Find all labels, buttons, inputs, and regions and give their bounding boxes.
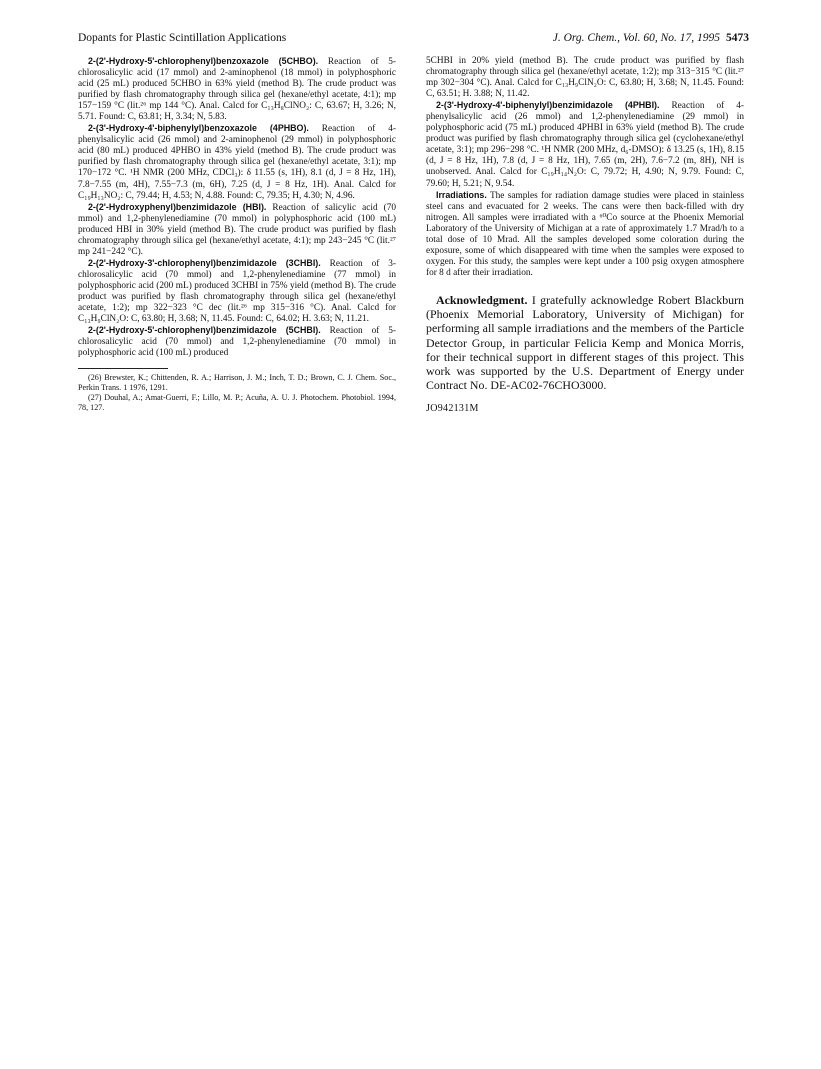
compound-text: Reaction of 4-phenylsalicylic acid (26 mmol) and 1,2-phenylenediamine (29 mmol) in polyphosphoric acid (75 mL) produced 4PHBI in 63% yield (method B). The crude product was purified by flash chromatography through silica gel (cyclohexane/ethyl acetate, 3:1); mp 296−298 °C. ¹H NMR (200 MHz, d₆-DMSO): δ 13.25 (s, 1H), 8.15 (d, J = 8 Hz, 1H), 7.8 (d, J = 8 Hz, 1H), 7.65 (m, 2H), 7.6−7.2 (m, 8H), NH is unobserved. Anal. Calcd for C₁₉H₁₄N₂O: C, 79.72; H, 4.90; N, 9.79. Found: C, 79.60; H, 5.21; N, 9.54. xyxy=(426,101,745,189)
section-text: The samples for radiation damage studies were placed in stainless steel cans and evacuated for 2 weeks. The cans were then back-filled with dry nitrogen. All samples were irradiated with a ⁶⁰Co source at the Phoenix Memorial Laboratory of the University of Michigan at a rate of approximately 1.7 Mrad/h to a total dose of 10 Mrad. All the samples developed some coloration during the exposure, some of which disappeared with time when the samples were exposed to oxygen. For this study, the samples were kept under a 100 psig oxygen atmosphere for 8 d after their irradiation. xyxy=(426,190,745,278)
compound-paragraph-4phbi xyxy=(426,100,744,189)
footnote-27: (27) Douhal, A.; Amat-Guerri, F.; Lillo, M. P.; Acuña, A. U. J. Photochem. Photobiol. 1994, 78, 127. xyxy=(78,393,396,413)
compound-text: Reaction of 4-phenylsalicylic acid (26 mmol) and 2-aminophenol (29 mmol) in polyphosphoric acid (80 mL) produced 4PHBO in 43% yield (method B). The crude product was purified by flash chromatography through silica gel (hexane/ethyl acetate, 3:1); mp 170−172 °C. ¹H NMR (200 MHz, CDCl₃): δ 11.55 (s, 1H), 8.1 (d, J = 8 Hz, 1H), 7.8−7.55 (m, 4H), 7.55−7.3 (m, 6H), 7.25 (d, J = 8 Hz, 1H). Anal. Calcd for C₁₉H₁₃NO₂: C, 79.44; H, 4.53; N, 4.88. Found: C, 79.35; H, 4.30; N, 4.96. xyxy=(78,124,396,201)
journal-citation xyxy=(553,30,749,46)
footnote-divider xyxy=(78,368,168,369)
running-head-title: Dopants for Plastic Scintillation Applications xyxy=(78,32,287,44)
compound-paragraph-4phbo xyxy=(78,123,396,201)
compound-text: Reaction of 3-chlorosalicylic acid (70 mmol) and 1,2-phenylenediamine (77 mmol) in polyphosphoric acid (200 mL) produced 3CHBI in 75% yield (method B). The crude product was purified by flash chromatography through silica gel (hexane/ethyl acetate, 1:2); mp 322−323 °C dec (lit.²⁶ mp 315−316 °C). Anal. Calcd for C₁₃H₉ClN₂O: C, 63.80; H, 3.68; N, 11.45. Found: C, 64.02; H. 3.63; N, 11.21. xyxy=(78,258,397,325)
footnote-26: (26) Brewster, K.; Chittenden, R. A.; Harrison, J. M.; Inch, T. D.; Brown, C. J. Chem. Soc., Perkin Trans. 1 1976, 1291. xyxy=(78,373,396,393)
compound-heading: 2-(2'-Hydroxy-5'-chlorophenyl)benzoxazole (5CHBO). xyxy=(88,56,319,66)
compound-paragraph-hbi xyxy=(78,202,396,258)
continued-paragraph: 5CHBI in 20% yield (method B). The crude product was purified by flash chromatography through silica gel (hexane/ethyl acetate, 1:2); mp 313−315 °C (lit.²⁷ mp 302−304 °C). Anal. Calcd for C₁₃H₉ClN₂O: C, 63.80; H, 3.68; N, 11.45. Found: C, 63.51; H. 3.88; N, 11.42. xyxy=(426,56,744,100)
journal-citation-text: J. Org. Chem., Vol. 60, No. 17, 1995 xyxy=(552,32,720,44)
right-column xyxy=(426,56,744,414)
compound-heading: 2-(2'-Hydroxy-3'-chlorophenyl)benzimidazole (3CHBI). xyxy=(88,257,321,268)
acknowledgment-heading: Acknowledgment. xyxy=(436,292,528,307)
compound-heading: 2-(3'-Hydroxy-4'-biphenylyl)benzimidazole (4PHBI). xyxy=(436,100,660,111)
compound-text: Reaction of salicylic acid (70 mmol) and 1,2-phenylenediamine (70 mmol) in polyphosphoric acid (100 mL) produced HBI in 30% yield (method B). The crude product was purified by flash chromatography through silica gel (hexane/ethyl acetate, 4:1); mp 243−245 °C (lit.²⁷ mp 241−242 °C). xyxy=(78,202,396,257)
compound-heading: 2-(2'-Hydroxyphenyl)benzimidazole (HBI). xyxy=(88,201,267,212)
compound-paragraph-3chbi xyxy=(78,258,396,325)
compound-paragraph-5chbo xyxy=(78,56,396,123)
compound-text: Reaction of 5-chlorosalicylic acid (17 mmol) and 2-aminophenol (18 mmol) in polyphosphoric acid (25 mL) produced 5CHBO in 63% yield (method B). The crude product was purified by flash chromatography through silica gel (hexane/ethyl acetate, 4:1); mp 157−159 °C (lit.²⁶ mp 144 °C). Anal. Calcd for C₁₃H₈ClNO₂: C, 63.67; H, 3.26; N, 5.71. Found: C, 63.81; H, 3.34; N, 5.83. xyxy=(78,57,396,123)
manuscript-code: JO942131M xyxy=(426,403,479,415)
left-column xyxy=(78,56,396,413)
compound-text: Reaction of 5-chlorosalicylic acid (70 mmol) and 1,2-phenylenediamine (70 mmol) in polyphosphoric acid (100 mL) produced xyxy=(78,326,397,359)
page-number: 5473 xyxy=(726,32,749,44)
section-heading: Irradiations. xyxy=(436,189,487,200)
irradiations-paragraph xyxy=(426,190,744,279)
compound-heading: 2-(3'-Hydroxy-4'-biphenylyl)benzoxazole (4PHBO). xyxy=(88,123,309,134)
acknowledgment-text: I gratefully acknowledge Robert Blackburn (Phoenix Memorial Laboratory, University of Michigan) for performing all sample irradiations and the members of the Particle Detector Group, in particular Felicia Kemp and Monica Morris, for their technical support in different stages of this project. This work was supported by the U.S. Department of Energy under Contract No. DE-AC02-76CHO3000. xyxy=(426,292,744,393)
compound-heading: 2-(2'-Hydroxy-5'-chlorophenyl)benzimidazole (5CHBI). xyxy=(88,325,321,336)
compound-paragraph-5chbi xyxy=(78,325,396,359)
acknowledgment-paragraph xyxy=(426,293,744,392)
running-head xyxy=(78,30,749,46)
